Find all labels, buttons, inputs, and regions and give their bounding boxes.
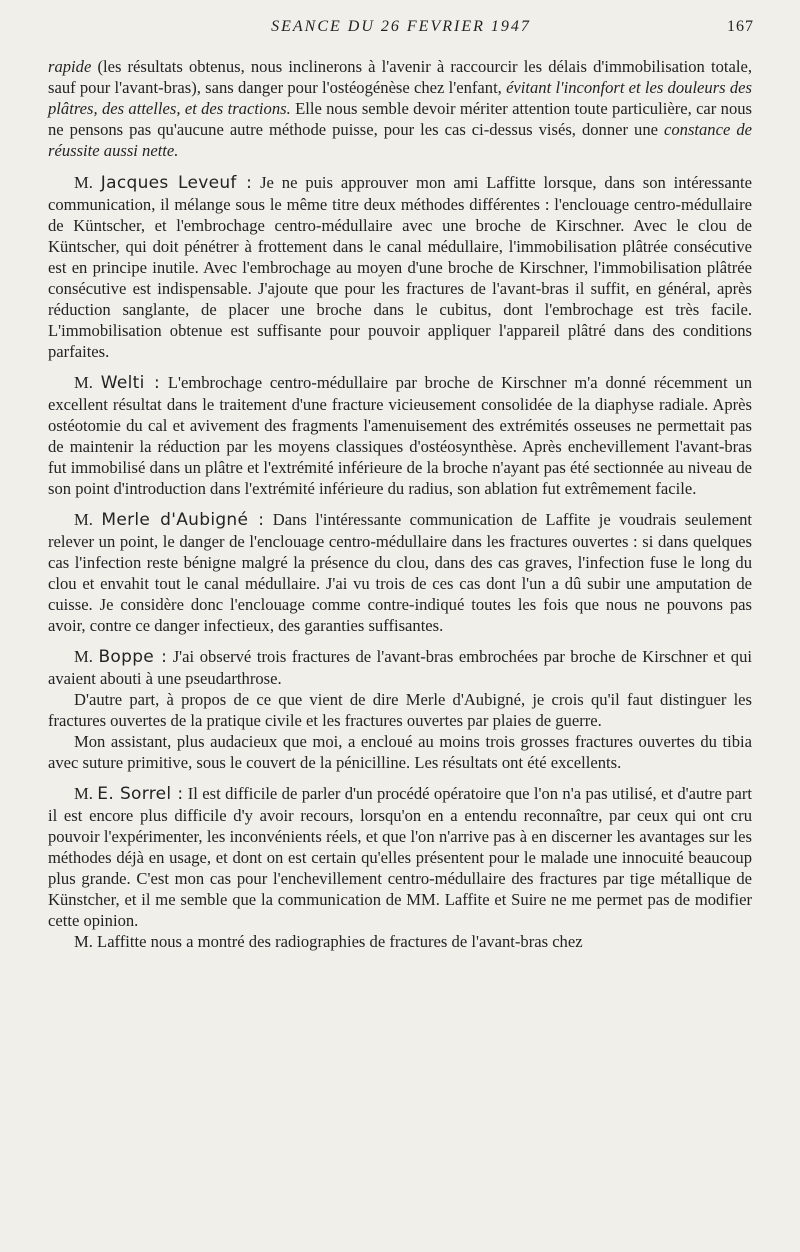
speaker-name-sorrel: E. Sorrel : — [97, 784, 184, 804]
speech-boppe-cont-1: D'autre part, à propos de ce que vient de dire Merle d'Aubigné, je crois qu'il faut distinguer les fractures ouvertes de la pratique civile et les fractures ouvertes par plaies de guerre. — [48, 690, 752, 730]
speech-boppe — [48, 646, 752, 689]
speaker-title: M. — [74, 373, 93, 392]
speech-sorrel-cont-1: M. Laffitte nous a montré des radiographies de fractures de l'avant-bras chez — [74, 932, 583, 951]
speaker-name-merle: Merle d'Aubigné : — [101, 510, 265, 530]
speech-text-sorrel: Il est difficile de parler d'un procédé opératoire que l'on n'a pas utilisé, et d'autre part il est encore plus difficile d'y avoir recours, lorsqu'on en a entendu reconnaître, par ceux qui ont cru pouvoir l'expérimenter, les inconvénients réels, et que l'on n'arrive pas à en discerner les avantages sur les méthodes déjà en usage, et dont on est certain qu'elles présentent pour le malade une innocuité beaucoup plus grande. C'est mon cas pour l'enchevillement centro-médullaire des fractures par tige métallique de Künstcher, et il me semble que la communication de MM. Laffite et Suire ne me permet pas de modifier cette opinion. — [48, 784, 752, 930]
intro-paragraph — [48, 56, 752, 161]
intro-italic-3: évitant l'inconfort et les douleurs des plâtres, des attelles, et des tractions. — [48, 78, 752, 118]
speaker-name-boppe: Boppe : — [98, 647, 168, 667]
speech-leveuf — [48, 172, 752, 362]
speaker-title: M. — [74, 647, 93, 666]
document-body — [48, 56, 752, 952]
speaker-title: M. — [74, 784, 93, 803]
speech-welti — [48, 372, 752, 499]
intro-text-2: (les résultats obtenus, nous inclinerons à l'avenir à raccourcir les délais d'immobilisation totale, sauf pour l'avant-bras), sans danger pour l'ostéogénèse chez l'enfant, — [48, 57, 752, 97]
intro-italic-5: constance de réussite aussi nette. — [48, 120, 752, 160]
running-header — [48, 18, 754, 44]
speaker-name-leveuf: Jacques Leveuf : — [100, 173, 253, 193]
page-number: 167 — [727, 18, 754, 35]
speech-merle — [48, 509, 752, 636]
header-title: SEANCE DU 26 FEVRIER 1947 — [271, 18, 531, 35]
speaker-name-welti: Welti : — [100, 373, 161, 393]
intro-text-4: Elle nous semble devoir mériter attention toute particulière, car nous ne pensons pas qu'aucune autre méthode puisse, pour les cas ci-dessus visés, donner une — [48, 99, 753, 139]
speech-text-welti: L'embrochage centro-médullaire par broche de Kirschner m'a donné récemment un excellent résultat dans le traitement d'une fracture vicieusement consolidée de la diaphyse radiale. Après ostéotomie du cal et avivement des fragments l'amenuisement des extrémités osseuses ne permettait pas de maintenir la réduction par les moyens classiques d'ostéosynthèse. Après enchevillement l'avant-bras fut immobilisé dans un plâtre et l'extrémité inférieure de la broche n'ayant pas été sectionnée au niveau de son point d'introduction dans l'extrémité inférieure du radius, son ablation fut extrêmement facile. — [48, 373, 752, 498]
speaker-title: M. — [74, 510, 93, 529]
speech-text-leveuf: Je ne puis approuver mon ami Laffitte lorsque, dans son intéressante communication, il mélange sous le même titre deux méthodes différentes : l'enclouage centro-médullaire de Küntscher, et l'embrochage centro-médullaire avec une broche de Kirschner. Avec le clou de Küntscher, qui doit pénétrer à frottement dans le canal médullaire, l'immobilisation plâtrée consécutive est en principe inutile. Avec l'embrochage au moyen d'une broche de Kirschner, l'immobilisation plâtrée consécutive est indispensable. J'ajoute que pour les fractures de l'avant-bras il suffit, en général, après réduction sanglante, de placer une broche dans le cubitus, dont l'embrochage est très facile. L'immobilisation obtenue est suffisante pour pouvoir appliquer l'appareil plâtré dans des conditions parfaites. — [48, 173, 752, 361]
speech-text-boppe: J'ai observé trois fractures de l'avant-bras embrochées par broche de Kirschner et qui avaient abouti à une pseudarthrose. — [48, 647, 752, 688]
speech-sorrel — [48, 783, 752, 931]
speech-boppe-cont-2: Mon assistant, plus audacieux que moi, a encloué au moins trois grosses fractures ouvertes du tibia avec suture primitive, sous le couvert de la pénicilline. Les résultats ont été excellents. — [48, 732, 752, 772]
intro-italic-1: rapide — [48, 57, 92, 76]
speaker-title: M. — [74, 173, 93, 192]
speech-text-merle: Dans l'intéressante communication de Laffite je voudrais seulement relever un point, le danger de l'enclouage centro-médullaire dans les fractures ouvertes : si dans quelques cas l'infection reste bénigne malgré la présence du clou, dans des cas graves, l'infection fuse le long du clou et envahit tout le canal médullaire. J'ai vu trois de ces cas dont l'un a dû subir une amputation de cuisse. Je considère donc l'enclouage comme contre-indiqué toutes les fois que nous ne pouvons pas avoir, contre ce danger infectieux, des garanties suffisantes. — [48, 510, 752, 635]
